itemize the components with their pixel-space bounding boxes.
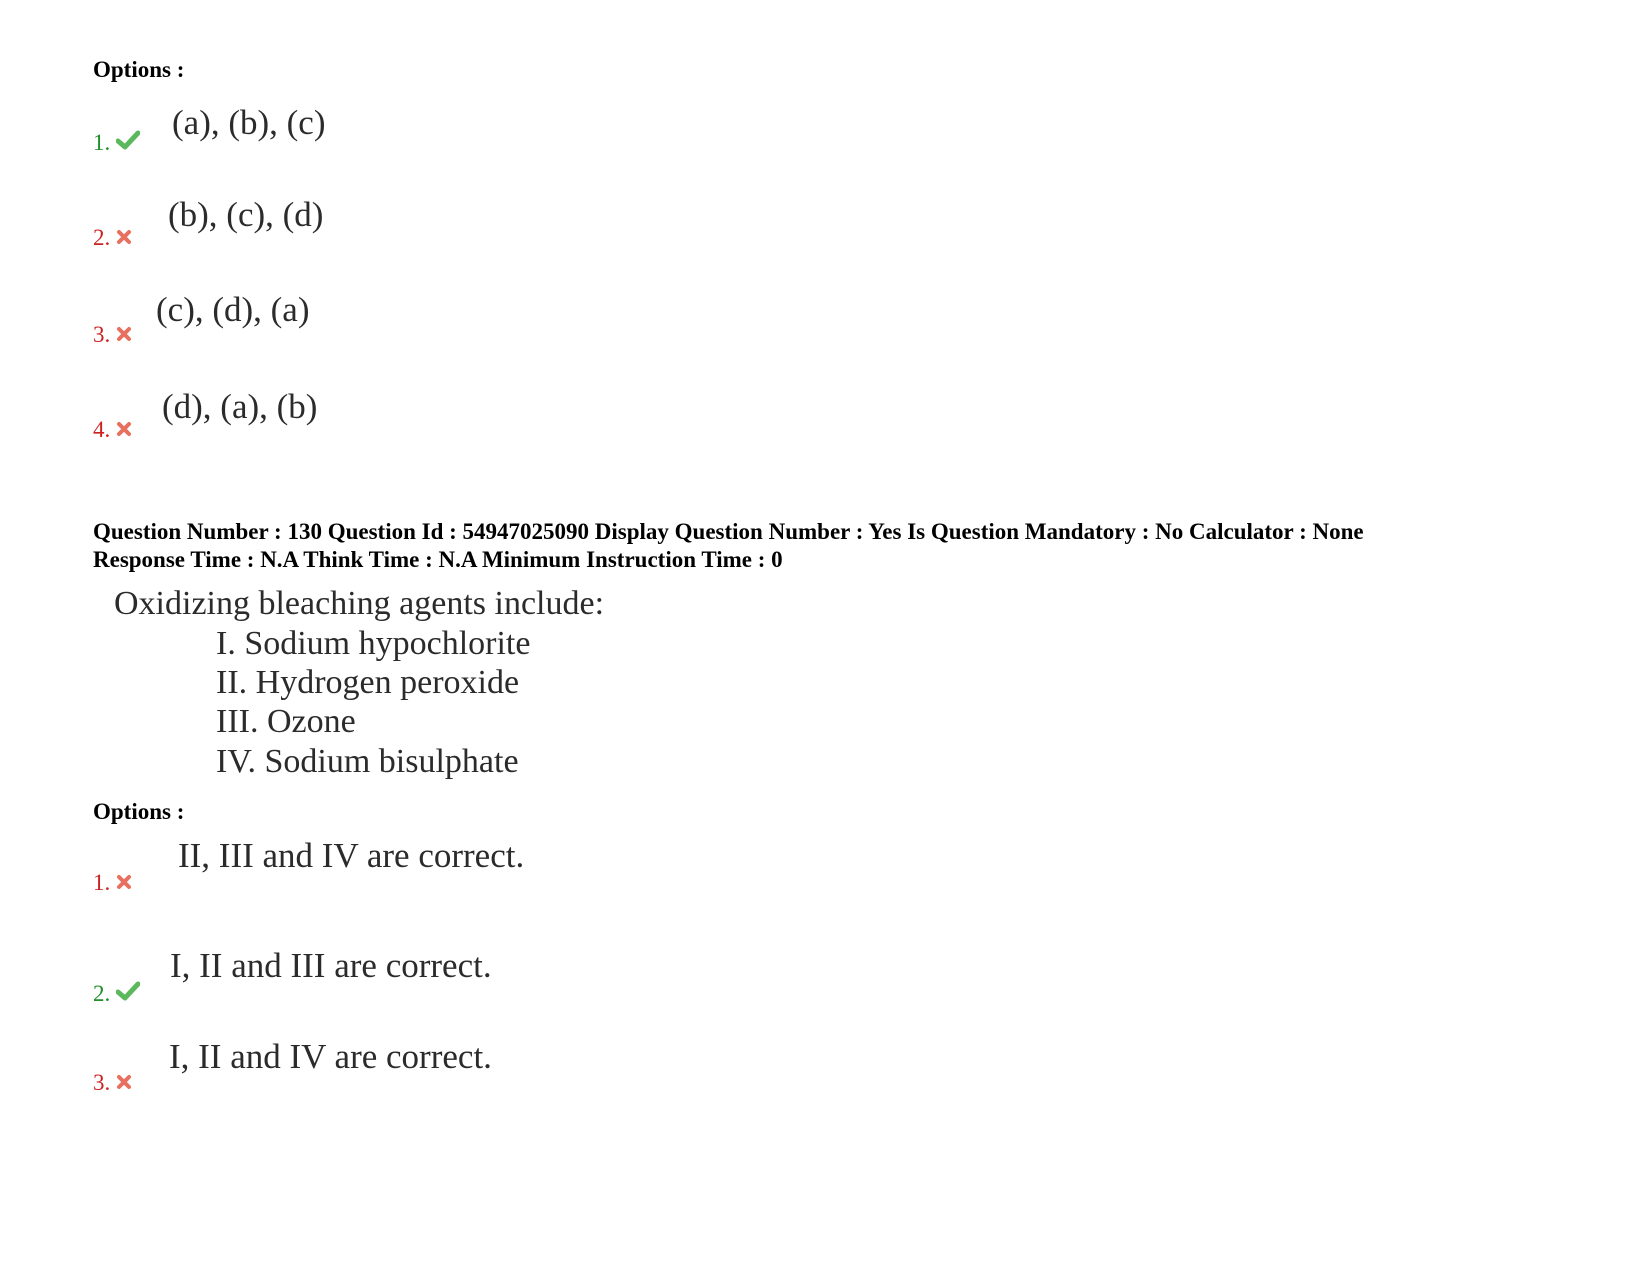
option-text: II, III and IV are correct. xyxy=(178,836,525,875)
question-item: IV. Sodium bisulphate xyxy=(216,743,519,780)
option-text: (d), (a), (b) xyxy=(162,387,318,426)
option-number: 4. xyxy=(93,417,132,443)
cross-icon xyxy=(116,225,132,251)
option-number: 1. xyxy=(93,130,140,156)
option-text: (c), (d), (a) xyxy=(156,290,310,329)
option-text: I, II and III are correct. xyxy=(170,946,492,985)
question-meta-line2: Response Time : N.A Think Time : N.A Minimum Instruction Time : 0 xyxy=(93,547,783,572)
cross-icon xyxy=(116,417,132,443)
options-label: Options : xyxy=(93,57,185,82)
question-item: III. Ozone xyxy=(216,703,356,740)
option-number: 2. xyxy=(93,981,140,1007)
options-label: Options : xyxy=(93,799,185,824)
option-number: 3. xyxy=(93,1070,132,1096)
option-number: 2. xyxy=(93,225,132,251)
option-text: I, II and IV are correct. xyxy=(169,1037,492,1076)
check-icon xyxy=(116,981,140,1007)
question-item: II. Hydrogen peroxide xyxy=(216,664,520,701)
question-meta xyxy=(93,518,1364,574)
option-text: (b), (c), (d) xyxy=(168,195,324,234)
option-number: 3. xyxy=(93,322,132,348)
cross-icon xyxy=(116,1070,132,1096)
option-number: 1. xyxy=(93,870,132,896)
question-item: I. Sodium hypochlorite xyxy=(216,625,531,662)
check-icon xyxy=(116,130,140,156)
cross-icon xyxy=(116,322,132,348)
question-meta-line1: Question Number : 130 Question Id : 54947025090 Display Question Number : Yes Is Question Mandatory : No Calculator : None xyxy=(93,519,1364,544)
question-stem: Oxidizing bleaching agents include: xyxy=(114,585,605,622)
cross-icon xyxy=(116,870,132,896)
option-text: (a), (b), (c) xyxy=(172,103,326,142)
